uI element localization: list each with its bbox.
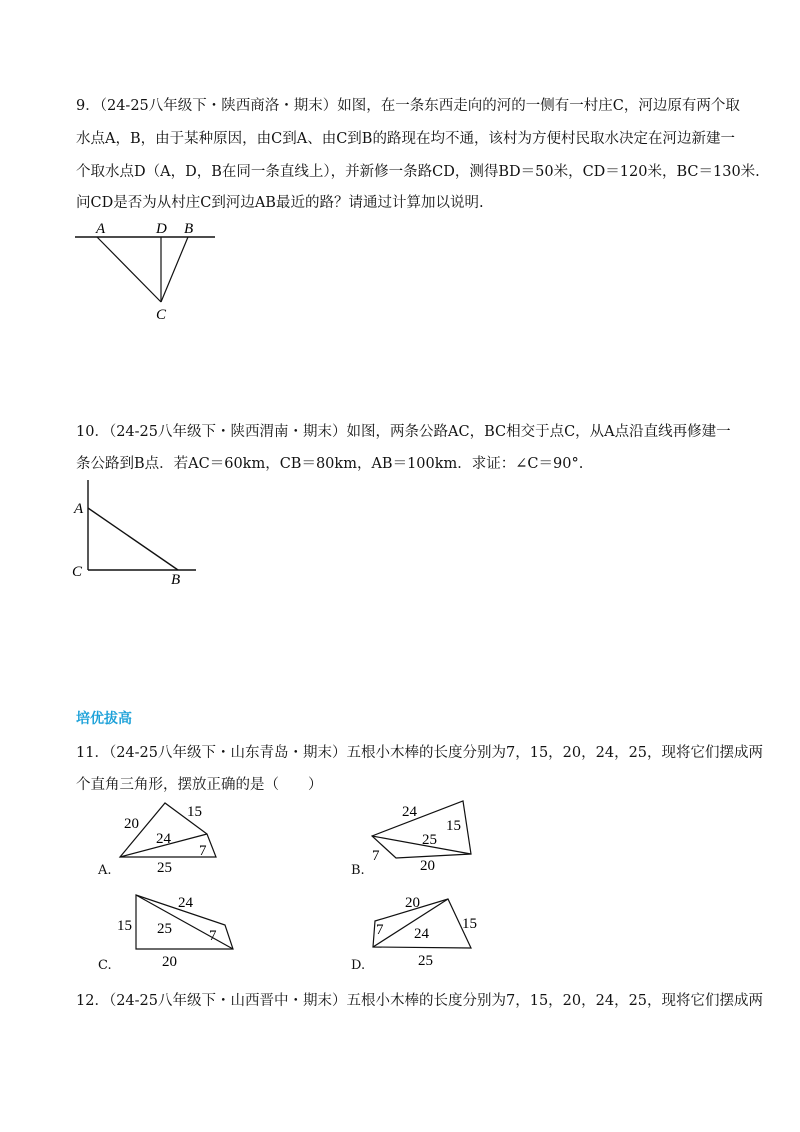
option-d-len-25: 25 [418, 953, 433, 969]
q9-figure [70, 220, 270, 330]
option-b-figure [360, 798, 510, 878]
q12-line-1: 12．（24-25八年级下・山西晋中・期末）五根小木棒的长度分别为7，15，20，24，25，现将它们摆成两 [76, 993, 764, 1009]
point-label-c: C [156, 307, 167, 323]
option-c-figure [110, 892, 260, 972]
option-b-len-25: 25 [422, 832, 437, 848]
q9-line-1: 9．（24-25八年级下・陕西商洛・期末）如图，在一条东西走向的河的一侧有一村庄C，河边原有两个取 [76, 98, 740, 114]
q11-line-1: 11．（24-25八年级下・山东青岛・期末）五根小木棒的长度分别为7，15，20，24，25，现将它们摆成两 [76, 745, 764, 761]
option-b-len-20: 20 [420, 858, 435, 874]
q9-line-4: 问CD是否为从村庄C到河边AB最近的路？请通过计算加以说明. [76, 195, 484, 211]
segment-ab [88, 508, 178, 570]
section-title: 培优拔高 [76, 711, 132, 727]
option-d-len-20: 20 [405, 895, 420, 911]
point-label-c: C [72, 564, 83, 580]
option-b-len-7: 7 [372, 848, 380, 864]
option-a-len-25: 25 [157, 860, 172, 876]
option-d-len-15: 15 [462, 916, 477, 932]
option-a-len-15: 15 [187, 804, 202, 820]
q9-line-2: 水点A，B，由于某种原因，由C到A、由C到B的路现在均不通，该村为方便村民取水决定在河边新建一 [76, 131, 735, 147]
option-a-figure [110, 800, 260, 880]
option-a-label: A. [98, 863, 112, 878]
point-label-a: A [74, 501, 84, 517]
point-label-b: B [184, 221, 194, 237]
q10-line-2: 条公路到B点．若AC＝60km，CB＝80km，AB＝100km．求证：∠C＝90°. [76, 456, 584, 472]
q10-figure [66, 478, 226, 593]
point-label-d: D [156, 221, 167, 237]
option-c-len-24: 24 [178, 895, 193, 911]
segment-ca [97, 237, 161, 302]
option-c-len-7: 7 [209, 928, 217, 944]
option-a-len-24: 24 [156, 831, 171, 847]
q10-line-1: 10．（24-25八年级下・陕西渭南・期末）如图，两条公路AC，BC相交于点C，从A点沿直线再修建一 [76, 424, 731, 440]
option-d-len-7: 7 [376, 922, 384, 938]
option-c-len-15: 15 [117, 918, 132, 934]
option-a-len-7: 7 [199, 843, 207, 859]
point-label-b: B [171, 572, 181, 588]
option-a-len-20: 20 [124, 816, 139, 832]
segment-cb [161, 237, 188, 302]
option-d-label: D. [351, 958, 366, 973]
option-d-figure [360, 894, 510, 974]
option-c-len-25: 25 [157, 921, 172, 937]
option-b-label: B. [351, 863, 365, 878]
option-d-len-24: 24 [414, 926, 429, 942]
option-c-len-20: 20 [162, 954, 177, 970]
option-b-len-24: 24 [402, 804, 417, 820]
option-b-len-15: 15 [446, 818, 461, 834]
option-c-label: C. [98, 958, 112, 973]
q11-line-2: 个直角三角形，摆放正确的是（ ） [76, 777, 323, 793]
q9-line-3: 个取水点D（A，D，B在同一条直线上），并新修一条路CD，测得BD＝50米，CD＝120米，BC＝130米. [76, 164, 760, 180]
point-label-a: A [96, 221, 106, 237]
